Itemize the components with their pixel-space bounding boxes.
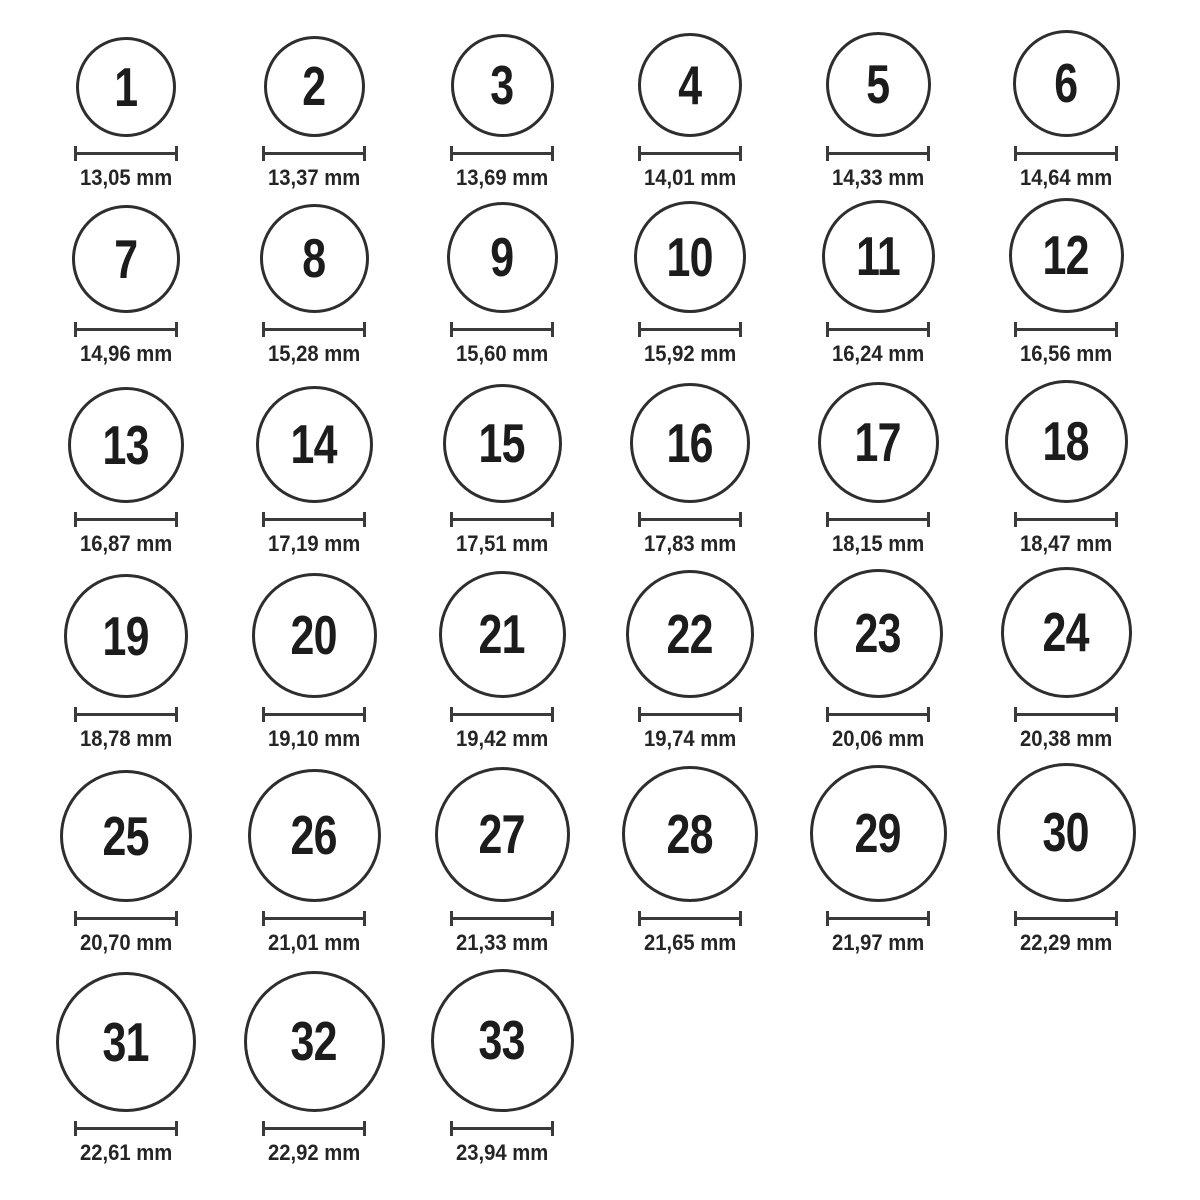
diameter-measure-line-icon bbox=[638, 911, 742, 926]
measure-endcap-right-icon bbox=[175, 512, 178, 527]
measure-bar bbox=[1014, 518, 1118, 521]
ring-circle bbox=[1005, 380, 1128, 503]
ring-circle bbox=[244, 971, 385, 1112]
ring-size-item bbox=[596, 750, 784, 955]
measure-endcap-right-icon bbox=[551, 146, 554, 161]
ring-size-item bbox=[784, 750, 972, 955]
measure-bar bbox=[450, 518, 554, 521]
diameter-measure-line-icon bbox=[262, 146, 366, 161]
diameter-label: 21,97 mm bbox=[831, 930, 925, 955]
ring-circle bbox=[826, 32, 931, 137]
diameter-measure-line-icon bbox=[450, 911, 554, 926]
ring-size-number: 7 bbox=[114, 227, 138, 290]
ring-size-number: 22 bbox=[666, 602, 714, 665]
measure-bar bbox=[74, 1127, 178, 1130]
measure-endcap-right-icon bbox=[175, 146, 178, 161]
ring-size-item bbox=[972, 750, 1160, 955]
ring-size-number: 2 bbox=[302, 55, 326, 117]
ring-size-item bbox=[784, 366, 972, 556]
diameter-measure-line-icon bbox=[450, 322, 554, 337]
diameter-measure-line-icon bbox=[450, 146, 554, 161]
diameter-measure-line-icon bbox=[638, 146, 742, 161]
ring-circle bbox=[64, 574, 188, 698]
diameter-measure-line-icon bbox=[638, 707, 742, 722]
measure-bar bbox=[450, 1127, 554, 1130]
ring-circle bbox=[622, 766, 758, 902]
measure-bar bbox=[74, 917, 178, 920]
diameter-label: 19,10 mm bbox=[267, 726, 361, 751]
measure-endcap-right-icon bbox=[551, 1121, 554, 1136]
measure-endcap-right-icon bbox=[1115, 146, 1118, 161]
measure-endcap-right-icon bbox=[363, 1121, 366, 1136]
measure-endcap-right-icon bbox=[551, 512, 554, 527]
ring-circle bbox=[439, 571, 566, 698]
diameter-label: 15,28 mm bbox=[267, 341, 361, 366]
diameter-measure-line-icon bbox=[638, 322, 742, 337]
measure-bar bbox=[450, 152, 554, 155]
measure-endcap-right-icon bbox=[927, 512, 930, 527]
measure-endcap-right-icon bbox=[551, 322, 554, 337]
ring-size-item bbox=[32, 556, 220, 751]
measure-bar bbox=[638, 328, 742, 331]
measure-endcap-right-icon bbox=[927, 322, 930, 337]
ring-circle bbox=[814, 569, 943, 698]
diameter-measure-line-icon bbox=[450, 1121, 554, 1136]
measure-endcap-right-icon bbox=[175, 322, 178, 337]
measure-bar bbox=[262, 518, 366, 521]
diameter-measure-line-icon bbox=[74, 146, 178, 161]
ring-circle bbox=[252, 573, 377, 698]
ring-size-item bbox=[596, 0, 784, 190]
diameter-measure-line-icon bbox=[74, 322, 178, 337]
ring-size-number: 9 bbox=[490, 226, 514, 288]
ring-size-number: 19 bbox=[102, 604, 150, 667]
measure-bar bbox=[74, 518, 178, 521]
measure-endcap-right-icon bbox=[739, 707, 742, 722]
ring-size-number: 29 bbox=[854, 802, 902, 864]
diameter-label: 18,47 mm bbox=[1019, 531, 1113, 556]
measure-endcap-right-icon bbox=[175, 911, 178, 926]
diameter-label: 13,69 mm bbox=[455, 165, 549, 190]
ring-circle bbox=[443, 384, 562, 503]
ring-circle bbox=[638, 33, 742, 137]
diameter-label: 16,87 mm bbox=[79, 531, 173, 556]
measure-bar bbox=[826, 152, 930, 155]
diameter-label: 21,33 mm bbox=[455, 930, 549, 955]
measure-endcap-right-icon bbox=[551, 911, 554, 926]
measure-bar bbox=[74, 713, 178, 716]
ring-size-number: 14 bbox=[290, 413, 338, 475]
measure-endcap-right-icon bbox=[1115, 911, 1118, 926]
diameter-label: 20,06 mm bbox=[831, 726, 925, 751]
diameter-label: 21,65 mm bbox=[643, 930, 737, 955]
ring-size-number: 30 bbox=[1042, 801, 1090, 863]
ring-size-item bbox=[32, 183, 220, 366]
ring-size-item bbox=[972, 556, 1160, 751]
measure-bar bbox=[262, 713, 366, 716]
measure-bar bbox=[262, 1127, 366, 1130]
ring-circle bbox=[822, 200, 935, 313]
diameter-label: 21,01 mm bbox=[267, 930, 361, 955]
diameter-measure-line-icon bbox=[262, 1121, 366, 1136]
ring-size-item bbox=[408, 750, 596, 955]
measure-endcap-right-icon bbox=[739, 146, 742, 161]
ring-size-number: 12 bbox=[1042, 224, 1090, 286]
diameter-label: 16,24 mm bbox=[831, 341, 925, 366]
ring-size-number: 27 bbox=[478, 803, 526, 865]
diameter-measure-line-icon bbox=[74, 707, 178, 722]
measure-bar bbox=[262, 917, 366, 920]
ring-size-number: 28 bbox=[666, 802, 714, 865]
diameter-measure-line-icon bbox=[262, 322, 366, 337]
measure-bar bbox=[826, 518, 930, 521]
diameter-label: 14,01 mm bbox=[643, 165, 737, 190]
ring-size-item bbox=[408, 950, 596, 1165]
diameter-label: 20,38 mm bbox=[1019, 726, 1113, 751]
measure-bar bbox=[826, 328, 930, 331]
diameter-measure-line-icon bbox=[262, 911, 366, 926]
measure-bar bbox=[638, 713, 742, 716]
ring-size-item bbox=[408, 0, 596, 190]
ring-size-item bbox=[408, 556, 596, 751]
diameter-label: 19,74 mm bbox=[643, 726, 737, 751]
ring-circle bbox=[56, 972, 196, 1112]
measure-bar bbox=[262, 152, 366, 155]
ring-circle bbox=[68, 387, 184, 503]
ring-size-number: 21 bbox=[478, 603, 526, 665]
ring-size-number: 4 bbox=[678, 53, 702, 116]
ring-size-item bbox=[32, 366, 220, 556]
measure-endcap-right-icon bbox=[363, 322, 366, 337]
diameter-label: 19,42 mm bbox=[455, 726, 549, 751]
measure-endcap-right-icon bbox=[739, 322, 742, 337]
measure-bar bbox=[638, 152, 742, 155]
measure-bar bbox=[638, 518, 742, 521]
ring-size-item bbox=[220, 366, 408, 556]
ring-size-item bbox=[596, 556, 784, 751]
diameter-label: 17,83 mm bbox=[643, 531, 737, 556]
ring-circle bbox=[451, 34, 554, 137]
diameter-measure-line-icon bbox=[74, 512, 178, 527]
ring-circle bbox=[634, 201, 746, 313]
diameter-label: 17,19 mm bbox=[267, 531, 361, 556]
diameter-measure-line-icon bbox=[1014, 322, 1118, 337]
diameter-label: 17,51 mm bbox=[455, 531, 549, 556]
measure-bar bbox=[450, 917, 554, 920]
measure-endcap-right-icon bbox=[363, 512, 366, 527]
ring-size-number: 20 bbox=[290, 604, 338, 666]
ring-size-number: 13 bbox=[102, 413, 150, 476]
measure-bar bbox=[1014, 713, 1118, 716]
measure-endcap-right-icon bbox=[927, 146, 930, 161]
ring-size-number: 5 bbox=[866, 53, 890, 115]
measure-endcap-right-icon bbox=[363, 911, 366, 926]
measure-bar bbox=[638, 917, 742, 920]
measure-endcap-right-icon bbox=[739, 512, 742, 527]
measure-bar bbox=[450, 713, 554, 716]
measure-endcap-right-icon bbox=[363, 707, 366, 722]
ring-circle bbox=[626, 570, 754, 698]
ring-size-number: 24 bbox=[1042, 601, 1090, 663]
measure-bar bbox=[1014, 152, 1118, 155]
diameter-label: 16,56 mm bbox=[1019, 341, 1113, 366]
diameter-label: 22,92 mm bbox=[267, 1140, 361, 1165]
ring-size-item bbox=[220, 183, 408, 366]
ring-circle bbox=[60, 770, 192, 902]
ring-circle bbox=[248, 769, 381, 902]
measure-endcap-right-icon bbox=[363, 146, 366, 161]
diameter-label: 14,33 mm bbox=[831, 165, 925, 190]
ring-size-number: 33 bbox=[478, 1009, 526, 1071]
measure-bar bbox=[826, 713, 930, 716]
ring-size-item bbox=[972, 183, 1160, 366]
ring-size-number: 32 bbox=[290, 1010, 338, 1072]
ring-circle bbox=[1001, 567, 1132, 698]
ring-circle bbox=[1013, 30, 1120, 137]
diameter-measure-line-icon bbox=[1014, 707, 1118, 722]
ring-circle bbox=[72, 205, 180, 313]
diameter-measure-line-icon bbox=[638, 512, 742, 527]
ring-size-item bbox=[596, 366, 784, 556]
measure-endcap-right-icon bbox=[739, 911, 742, 926]
ring-size-item bbox=[972, 366, 1160, 556]
measure-bar bbox=[1014, 328, 1118, 331]
diameter-measure-line-icon bbox=[826, 146, 930, 161]
diameter-label: 15,60 mm bbox=[455, 341, 549, 366]
measure-endcap-right-icon bbox=[551, 707, 554, 722]
ring-size-number: 1 bbox=[114, 55, 138, 118]
diameter-label: 20,70 mm bbox=[79, 930, 173, 955]
ring-size-item bbox=[32, 950, 220, 1165]
measure-endcap-right-icon bbox=[175, 1121, 178, 1136]
diameter-measure-line-icon bbox=[1014, 146, 1118, 161]
ring-size-item bbox=[596, 183, 784, 366]
measure-bar bbox=[826, 917, 930, 920]
diameter-measure-line-icon bbox=[1014, 512, 1118, 527]
ring-size-item bbox=[32, 750, 220, 955]
measure-endcap-right-icon bbox=[175, 707, 178, 722]
diameter-measure-line-icon bbox=[74, 911, 178, 926]
ring-circle bbox=[997, 763, 1136, 902]
ring-size-item bbox=[408, 366, 596, 556]
diameter-label: 22,29 mm bbox=[1019, 930, 1113, 955]
diameter-measure-line-icon bbox=[450, 512, 554, 527]
ring-size-number: 11 bbox=[856, 225, 900, 287]
ring-size-number: 23 bbox=[854, 602, 902, 664]
ring-circle bbox=[260, 204, 369, 313]
measure-bar bbox=[74, 328, 178, 331]
ring-size-number: 17 bbox=[854, 411, 902, 473]
ring-circle bbox=[447, 202, 558, 313]
ring-size-item bbox=[220, 556, 408, 751]
measure-endcap-right-icon bbox=[1115, 322, 1118, 337]
diameter-label: 18,78 mm bbox=[79, 726, 173, 751]
diameter-measure-line-icon bbox=[826, 322, 930, 337]
diameter-measure-line-icon bbox=[1014, 911, 1118, 926]
ring-size-number: 8 bbox=[302, 227, 326, 289]
diameter-label: 23,94 mm bbox=[455, 1140, 549, 1165]
diameter-label: 14,64 mm bbox=[1019, 165, 1113, 190]
diameter-measure-line-icon bbox=[826, 707, 930, 722]
measure-endcap-right-icon bbox=[1115, 707, 1118, 722]
ring-size-number: 31 bbox=[102, 1010, 150, 1073]
ring-circle bbox=[256, 386, 373, 503]
ring-size-number: 10 bbox=[666, 225, 714, 288]
diameter-measure-line-icon bbox=[262, 512, 366, 527]
ring-size-item bbox=[220, 0, 408, 190]
diameter-label: 18,15 mm bbox=[831, 531, 925, 556]
ring-circle bbox=[431, 969, 574, 1112]
diameter-measure-line-icon bbox=[262, 707, 366, 722]
measure-bar bbox=[74, 152, 178, 155]
ring-circle bbox=[1009, 198, 1124, 313]
ring-size-number: 26 bbox=[290, 804, 338, 866]
ring-size-item bbox=[408, 183, 596, 366]
diameter-label: 22,61 mm bbox=[79, 1140, 173, 1165]
ring-size-number: 25 bbox=[102, 804, 150, 867]
ring-size-item bbox=[220, 950, 408, 1165]
diameter-label: 15,92 mm bbox=[643, 341, 737, 366]
ring-size-item bbox=[784, 183, 972, 366]
ring-size-number: 3 bbox=[490, 54, 514, 116]
ring-size-number: 15 bbox=[478, 412, 526, 474]
measure-bar bbox=[262, 328, 366, 331]
measure-endcap-right-icon bbox=[927, 911, 930, 926]
ring-circle bbox=[435, 767, 570, 902]
ring-circle bbox=[630, 383, 750, 503]
ring-circle bbox=[818, 382, 939, 503]
ring-circle bbox=[76, 37, 176, 137]
diameter-measure-line-icon bbox=[826, 911, 930, 926]
measure-endcap-right-icon bbox=[1115, 512, 1118, 527]
measure-bar bbox=[1014, 917, 1118, 920]
ring-size-number: 16 bbox=[666, 411, 714, 474]
ring-size-item bbox=[32, 0, 220, 190]
ring-circle bbox=[810, 765, 947, 902]
ring-size-number: 18 bbox=[1042, 410, 1090, 472]
diameter-measure-line-icon bbox=[450, 707, 554, 722]
ring-size-item bbox=[220, 750, 408, 955]
ring-circle bbox=[264, 36, 365, 137]
diameter-label: 14,96 mm bbox=[79, 341, 173, 366]
measure-bar bbox=[450, 328, 554, 331]
diameter-label: 13,37 mm bbox=[267, 165, 361, 190]
ring-size-number: 6 bbox=[1054, 52, 1078, 114]
measure-endcap-right-icon bbox=[927, 707, 930, 722]
ring-size-item bbox=[972, 0, 1160, 190]
diameter-measure-line-icon bbox=[826, 512, 930, 527]
ring-size-item bbox=[784, 0, 972, 190]
ring-size-item bbox=[784, 556, 972, 751]
diameter-label: 13,05 mm bbox=[79, 165, 173, 190]
diameter-measure-line-icon bbox=[74, 1121, 178, 1136]
